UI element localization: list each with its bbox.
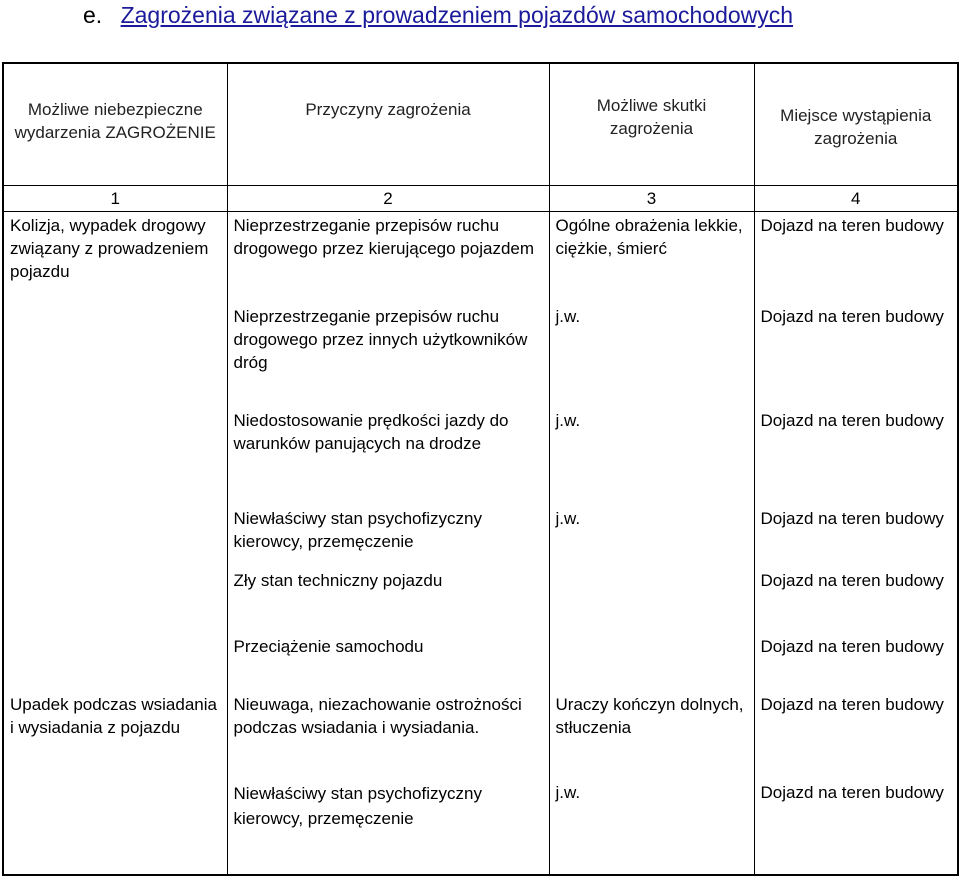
effect-cell: Uraczy kończyn dolnych, stłuczenia — [549, 691, 754, 779]
header-causes: Przyczyny zagrożenia — [227, 63, 549, 185]
section-title: Zagrożenia związane z prowadzeniem pojazdów samochodowych — [120, 2, 794, 28]
cause-cell: Nieprzestrzeganie przepisów ruchu drogowego przez innych użytkowników dróg — [227, 303, 549, 407]
event-cell: Upadek podczas wsiadania i wysiadania z pojazdu — [3, 691, 227, 875]
table-row — [3, 691, 958, 779]
place-cell: Dojazd na teren budowy — [754, 407, 958, 505]
header-row — [3, 63, 958, 185]
cause-cell: Niewłaściwy stan psychofizyczny kierowcy, przemęczenie — [227, 779, 549, 875]
cause-cell: Nieprzestrzeganie przepisów ruchu drogowego przez kierującego pojazdem — [227, 211, 549, 303]
header-events: Możliwe niebezpieczne wydarzenia ZAGROŻENIE — [3, 63, 227, 185]
header-effects: Możliwe skutki zagrożenia — [549, 63, 754, 185]
place-cell: Dojazd na teren budowy — [754, 303, 958, 407]
hazard-table — [2, 62, 959, 876]
section-number: e. — [83, 2, 103, 28]
header-place: Miejsce wystąpienia zagrożenia — [754, 63, 958, 185]
effect-cell — [549, 633, 754, 691]
effect-cell: Ogólne obrażenia lekkie, ciężkie, śmierć — [549, 211, 754, 303]
column-number: 2 — [227, 185, 549, 211]
place-cell: Dojazd na teren budowy — [754, 779, 958, 875]
event-cell: Kolizja, wypadek drogowy związany z prowadzeniem pojazdu — [3, 211, 227, 691]
table-row — [3, 211, 958, 303]
column-number: 4 — [754, 185, 958, 211]
effect-cell: j.w. — [549, 779, 754, 875]
place-cell: Dojazd na teren budowy — [754, 505, 958, 567]
effect-cell: j.w. — [549, 407, 754, 505]
cause-cell: Zły stan techniczny pojazdu — [227, 567, 549, 633]
cause-cell: Niedostosowanie prędkości jazdy do warunków panujących na drodze — [227, 407, 549, 505]
column-number-row — [3, 185, 958, 211]
cause-cell: Niewłaściwy stan psychofizyczny kierowcy, przemęczenie — [227, 505, 549, 567]
place-cell: Dojazd na teren budowy — [754, 633, 958, 691]
effect-cell — [549, 567, 754, 633]
place-cell: Dojazd na teren budowy — [754, 691, 958, 779]
cause-cell: Nieuwaga, niezachowanie ostrożności podczas wsiadania i wysiadania. — [227, 691, 549, 779]
document-title — [83, 0, 793, 30]
column-number: 1 — [3, 185, 227, 211]
effect-cell: j.w. — [549, 303, 754, 407]
place-cell: Dojazd na teren budowy — [754, 211, 958, 303]
effect-cell: j.w. — [549, 505, 754, 567]
place-cell: Dojazd na teren budowy — [754, 567, 958, 633]
cause-cell: Przeciążenie samochodu — [227, 633, 549, 691]
column-number: 3 — [549, 185, 754, 211]
